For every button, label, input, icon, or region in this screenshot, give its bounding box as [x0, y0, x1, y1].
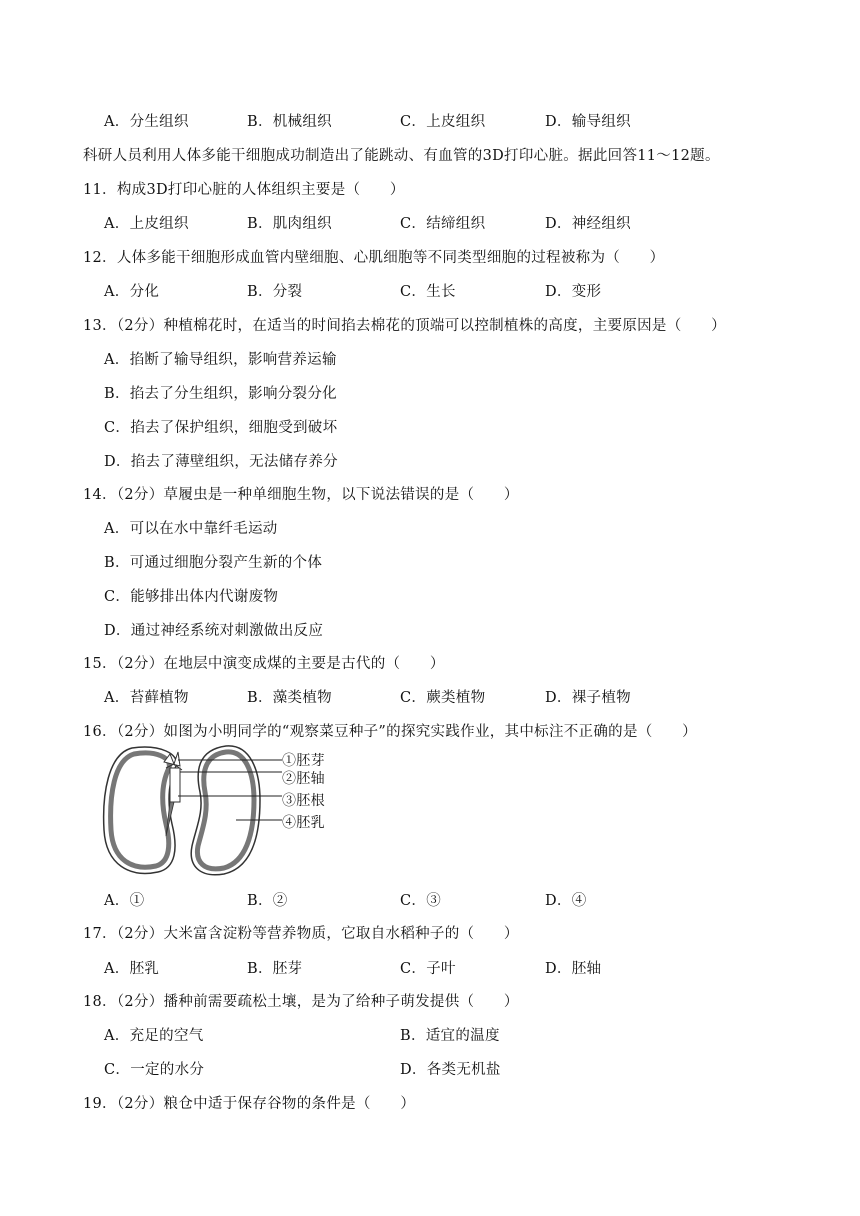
q15-stem: 15．（2分）在地层中演变成煤的主要是古代的（ ） — [83, 656, 445, 672]
q11-option-d: D．神经组织 — [545, 216, 631, 232]
q14-option-b: B．可通过细胞分裂产生新的个体 — [104, 555, 323, 571]
q16-option-b: B．② — [247, 893, 288, 909]
q10-option-c: C．上皮组织 — [400, 114, 486, 130]
q13-option-a: A．掐断了输导组织，影响营养运输 — [104, 352, 337, 368]
label-endosperm: ④胚乳 — [282, 815, 325, 831]
q12-option-a: A．分化 — [104, 284, 160, 300]
q14-option-a: A．可以在水中靠纤毛运动 — [104, 521, 278, 537]
q17-option-a: A．胚乳 — [104, 961, 160, 977]
q11-option-b: B．肌肉组织 — [247, 216, 332, 232]
q18-stem: 18．（2分）播种前需要疏松土壤，是为了给种子萌发提供（ ） — [83, 994, 519, 1010]
q14-stem: 14．（2分）草履虫是一种单细胞生物，以下说法错误的是（ ） — [83, 487, 519, 503]
q12-stem: 12．人体多能干细胞形成血管内壁细胞、心肌细胞等不同类型细胞的过程被称为（ ） — [83, 250, 665, 266]
q12-option-b: B．分裂 — [247, 284, 303, 300]
q16-option-d: D．④ — [545, 893, 587, 909]
q11-stem: 11．构成3D打印心脏的人体组织主要是（ ） — [83, 182, 405, 198]
bean-seed-figure — [100, 740, 340, 880]
q10-option-a: A．分生组织 — [104, 114, 189, 130]
q13-option-b: B．掐去了分生组织，影响分裂分化 — [104, 386, 337, 402]
q11-option-a: A．上皮组织 — [104, 216, 189, 232]
label-radicle: ③胚根 — [282, 793, 325, 809]
label-plumule: ①胚芽 — [282, 753, 325, 769]
q15-option-a: A．苔藓植物 — [104, 690, 189, 706]
q17-stem: 17．（2分）大米富含淀粉等营养物质，它取自水稻种子的（ ） — [83, 926, 519, 942]
q13-option-d: D．掐去了薄壁组织，无法储存养分 — [104, 454, 338, 470]
q17-option-b: B．胚芽 — [247, 961, 303, 977]
q10-option-d: D．输导组织 — [545, 114, 631, 130]
q14-option-c: C．能够排出体内代谢废物 — [104, 589, 279, 605]
q15-option-c: C．蕨类植物 — [400, 690, 486, 706]
q15-option-d: D．裸子植物 — [545, 690, 631, 706]
q16-option-a: A．① — [104, 893, 145, 909]
intro-text: 科研人员利用人体多能干细胞成功制造出了能跳动、有血管的3D打印心脏。据此回答11～12题。 — [83, 148, 720, 164]
q12-option-d: D．变形 — [545, 284, 602, 300]
q12-option-c: C．生长 — [400, 284, 456, 300]
q13-stem: 13．（2分）种植棉花时，在适当的时间掐去棉花的顶端可以控制植株的高度，主要原因是（ ） — [83, 318, 726, 334]
q15-option-b: B．藻类植物 — [247, 690, 332, 706]
q18-option-d: D．各类无机盐 — [400, 1062, 501, 1078]
q16-option-c: C．③ — [400, 893, 441, 909]
q13-option-c: C．掐去了保护组织，细胞受到破坏 — [104, 420, 338, 436]
q17-option-c: C．子叶 — [400, 961, 456, 977]
q18-option-c: C．一定的水分 — [104, 1062, 205, 1078]
q16-stem: 16．（2分）如图为小明同学的“观察菜豆种子”的探究实践作业，其中标注不正确的是（ ） — [83, 724, 697, 740]
q19-stem: 19．（2分）粮仓中适于保存谷物的条件是（ ） — [83, 1096, 416, 1112]
label-hypocotyl: ②胚轴 — [282, 771, 325, 787]
q10-option-b: B．机械组织 — [247, 114, 332, 130]
q17-option-d: D．胚轴 — [545, 961, 602, 977]
q18-option-b: B．适宜的温度 — [400, 1028, 500, 1044]
q11-option-c: C．结缔组织 — [400, 216, 486, 232]
q14-option-d: D．通过神经系统对刺激做出反应 — [104, 623, 324, 639]
q18-option-a: A．充足的空气 — [104, 1028, 204, 1044]
